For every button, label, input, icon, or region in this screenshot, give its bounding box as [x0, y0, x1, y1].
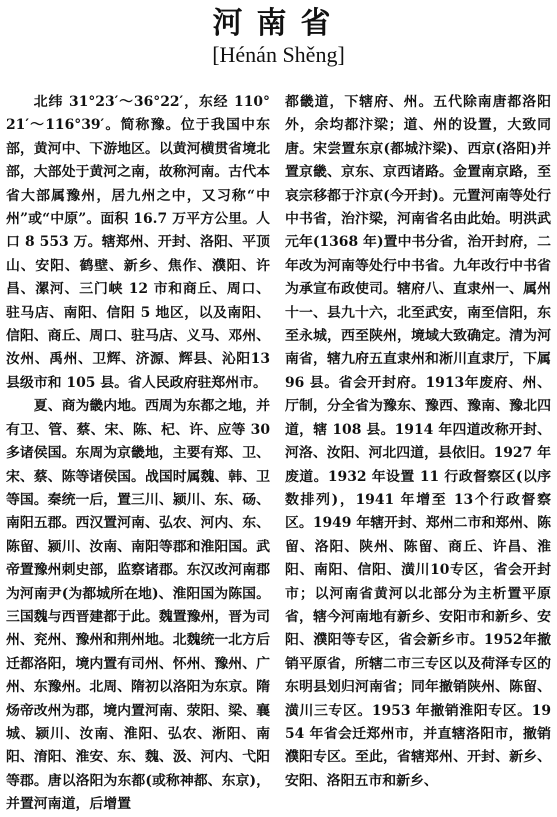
entry-pinyin: [Hénán Shěng] — [212, 42, 345, 67]
right-column — [285, 91, 551, 793]
intro-paragraph: 北纬 31°23′～36°22′，东经 110°21′～116°39′。简称豫。位于我国中东部，黄河中、下游地区。以黄河横贯省境北部，大部处于黄河之南，故称河南。古代本省大部属豫州，居九州之中，又习称“中州”或“中原”。面积 16.7 万平方公里。人口 8 553 万。辖郑州、开封、洛阳、平顶山、安阳、鹤壁、新乡、焦作、濮阳、许昌、漯河、三门峡 12 市和商丘、周口、驻马店、南阳、信阳 5 地区，以及南阳、信阳、商丘、周口、驻马店、义马、邓州、汝州、禹州、卫辉、济源、辉县、沁阳13 县级市和 105 县。省人民政府驻郑州市。 — [6, 94, 270, 391]
history-paragraph: 夏、商为畿内地。西周为东都之地，并有卫、管、蔡、宋、陈、杞、许、应等 30 多诸侯国。东周为京畿地，主要有郑、卫、宋、蔡、陈等诸侯国。战国时属魏、韩、卫等国。秦统一后，置三川、颍川、东、砀、南阳五郡。西汉置河南、弘农、河内、东、陈留、颍川、汝南、南阳等郡和淮阳国。武帝置豫州刺史部，监察诸郡。东汉改河南郡为河南尹(为都城所在地)、淮阳国为陈国。三国魏与西晋建都于此。魏置豫州，晋为司州、兖州、豫州和荆州地。北魏统一北方后迁都洛阳，境内置有司州、怀州、豫州、广州、东豫州。北周、隋初以洛阳为东京。隋炀帝改州为郡，境内置河南、荥阳、梁、襄城、颍川、汝南、淮阳、弘农、淅阳、南阳、淯阳、淮安、东、魏、汲、河内、弋阳等郡。唐以洛阳为东都(或称神都、东京)，并置河南道，后增置 — [6, 398, 270, 813]
entry-title: 河南省 — [212, 6, 345, 41]
left-column — [6, 91, 270, 817]
history-paragraph-continued: 都畿道，下辖府、州。五代除南唐都洛阳外，余均都汴梁；道、州的设置，大致同唐。宋尝置东京(都城汴梁)、西京(洛阳)并置京畿、京东、京西诸路。金置南京路，至哀宗移都于汴京(今开封)。元置河南等处行中书省，治汴梁，河南省名由此始。明洪武元年(1368 年)置中书分省，治开封府，二年改为河南等处行中书省。九年改行中书省为承宣布政使司。辖府八、直隶州一、属州十一、县九十六，北至武安，南至信阳，东至永城，西至陕州，境域大致确定。清为河南省，辖九府五直隶州和淅川直隶厅，下属 96 县。省会开封府。1913年废府、州、厅制，分全省为豫东、豫西、豫南、豫北四道，辖 108 县。1914 年四道改称开封、河洛、汝阳、河北四道，县依旧。1927 年废道。1932 年设置 11 行政督察区(以序数排列)，1941 年增至 13个行政督察区。1949 年辖开封、郑州二市和郑州、陈留、洛阳、陕州、陈留、商丘、许昌、淮阳、南阳、信阳、潢川10专区，省会开封市；以河南省黄河以北部分为主析置平原省，辖今河南地有新乡、安阳市和新乡、安阳、濮阳等专区，省会新乡市。1952年撤销平原省，所辖二市三专区以及荷泽专区的东明县划归河南省；同年撤销陕州、陈留、潢川三专区。1953 年撤销淮阳专区。1954 年省会迁郑州市，并直辖洛阳市，撤销濮阳专区。至此，省辖郑州、开封、新乡、安阳、洛阳五市和新乡、 — [285, 94, 551, 789]
